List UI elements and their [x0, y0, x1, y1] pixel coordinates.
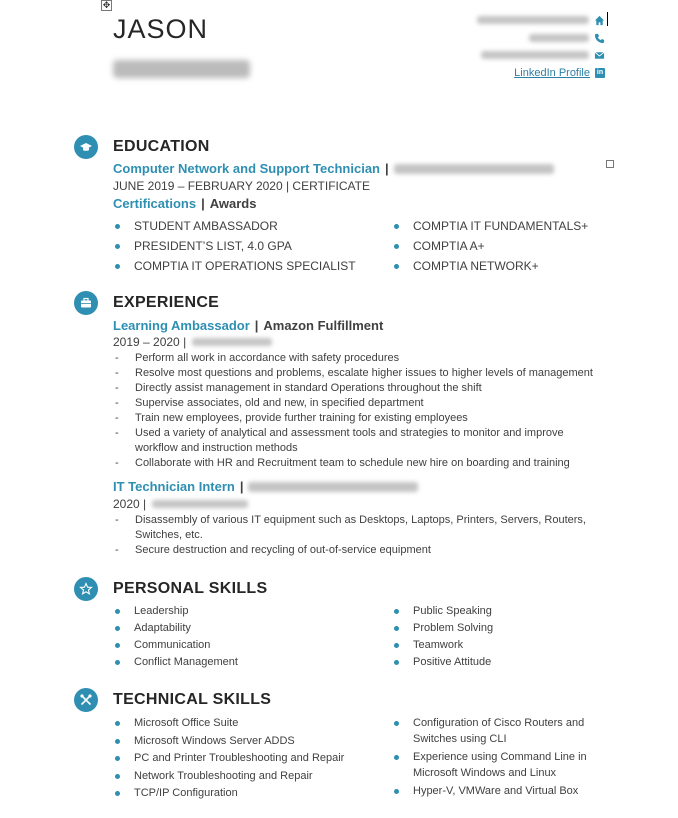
education-list-left — [115, 216, 356, 276]
duty-item: - Disassembly of various IT equipment such as Desktops, Laptops, Printers, Servers, Routers, Switches, etc. — [115, 514, 586, 541]
list-item: STUDENT AMBASSADOR — [115, 216, 356, 236]
tools-icon — [74, 688, 98, 712]
contact-phone — [529, 30, 605, 46]
duty-item: - Resolve most questions and problems, escalate higher issues to higher levels of management — [115, 367, 593, 379]
list-item: Hyper-V, VMWare and Virtual Box — [394, 783, 604, 799]
linkedin-link[interactable]: LinkedIn Profile — [514, 67, 590, 79]
education-dates: JUNE 2019 – FEBRUARY 2020 | CERTIFICATE — [113, 179, 370, 193]
list-item: Microsoft Office Suite — [115, 715, 375, 733]
program-name: Computer Network and Support Technician — [113, 161, 381, 176]
contact-email — [481, 47, 605, 63]
list-item: Public Speaking — [394, 603, 493, 620]
duty-item: - Directly assist management in standard Operations throughout the shift — [115, 382, 482, 394]
graduation-cap-icon — [74, 135, 98, 159]
list-item: Adaptability — [115, 620, 238, 637]
job-2-dates-line — [113, 497, 248, 511]
technical-skills-left — [115, 715, 375, 803]
list-item: COMPTIA A+ — [394, 236, 588, 256]
job-2-duties — [115, 513, 595, 558]
contact-address — [477, 12, 605, 28]
duty-item: - Used a variety of analytical and assessment tools and strategies to monitor and improve workflow and instruction methods — [115, 427, 564, 454]
list-item: COMPTIA NETWORK+ — [394, 256, 588, 276]
list-item: TCP/IP Configuration — [115, 785, 375, 803]
location-redacted — [192, 338, 272, 346]
duty-item: - Collaborate with HR and Recruitment team to schedule new hire on boarding and training — [115, 457, 570, 469]
list-item: COMPTIA IT FUNDAMENTALS+ — [394, 216, 588, 236]
text-cursor — [607, 12, 608, 26]
list-item: Positive Attitude — [394, 654, 493, 671]
table-move-handle[interactable]: ✥ — [102, 0, 111, 10]
phone-icon — [594, 33, 605, 44]
separator: | — [385, 161, 389, 176]
list-item: Leadership — [115, 603, 238, 620]
email-icon — [594, 50, 605, 61]
experience-heading: EXPERIENCE — [113, 294, 220, 311]
job-1-dates-line — [113, 335, 272, 349]
company-redacted — [248, 482, 418, 492]
list-item: PRESIDENT’S LIST, 4.0 GPA — [115, 236, 356, 256]
job-1-duties — [115, 351, 615, 471]
job-dates: 2020 | — [113, 497, 147, 511]
job-2-header: IT Technician Intern | — [113, 479, 418, 494]
candidate-name: JASON — [113, 14, 209, 44]
duty-item: - Secure destruction and recycling of out-of-service equipment — [115, 544, 431, 556]
duty-item: - Perform all work in accordance with safety procedures — [115, 352, 400, 364]
list-item: Network Troubleshooting and Repair — [115, 768, 375, 786]
education-heading: EDUCATION — [113, 138, 210, 155]
job-role: IT Technician Intern — [113, 479, 235, 494]
address-redacted — [477, 16, 589, 24]
job-1-header: Learning Ambassador | Amazon Fulfillment — [113, 318, 384, 333]
list-item: Configuration of Cisco Routers and Switches using CLI — [394, 715, 604, 747]
contact-linkedin[interactable] — [514, 65, 605, 81]
certifications-label: Certifications — [113, 196, 197, 211]
job-dates: 2019 – 2020 | — [113, 335, 187, 349]
list-item: Communication — [115, 637, 238, 654]
list-item: PC and Printer Troubleshooting and Repair — [115, 750, 375, 768]
email-redacted — [481, 51, 589, 59]
awards-label: Awards — [209, 196, 257, 211]
technical-skills-right — [394, 715, 604, 799]
phone-redacted — [529, 34, 589, 42]
education-program-line — [113, 161, 554, 176]
personal-skills-left — [115, 603, 238, 671]
job-title-redacted — [113, 60, 250, 78]
briefcase-icon — [74, 291, 98, 315]
anchor-square — [606, 160, 614, 168]
duty-item: - Train new employees, provide further training for existing employees — [115, 412, 468, 424]
list-item: Teamwork — [394, 637, 493, 654]
list-item: COMPTIA IT OPERATIONS SPECIALIST — [115, 256, 356, 276]
list-item: Experience using Command Line in Microsoft Windows and Linux — [394, 749, 604, 781]
star-icon — [74, 577, 98, 601]
list-item: Microsoft Windows Server ADDS — [115, 733, 375, 751]
education-list-right — [394, 216, 588, 276]
certifications-line: Certifications | Awards — [113, 196, 257, 211]
personal-skills-right — [394, 603, 493, 671]
linkedin-icon: in — [596, 69, 604, 76]
list-item: Conflict Management — [115, 654, 238, 671]
personal-skills-heading: PERSONAL SKILLS — [113, 580, 268, 597]
technical-skills-heading: TECHNICAL SKILLS — [113, 691, 272, 708]
job-role: Learning Ambassador — [113, 318, 250, 333]
job-company: Amazon Fulfillment — [263, 318, 384, 333]
home-icon — [594, 15, 605, 26]
school-redacted — [394, 164, 554, 174]
location-redacted — [152, 500, 248, 508]
list-item: Problem Solving — [394, 620, 493, 637]
duty-item: - Supervise associates, old and new, in specified department — [115, 397, 424, 409]
